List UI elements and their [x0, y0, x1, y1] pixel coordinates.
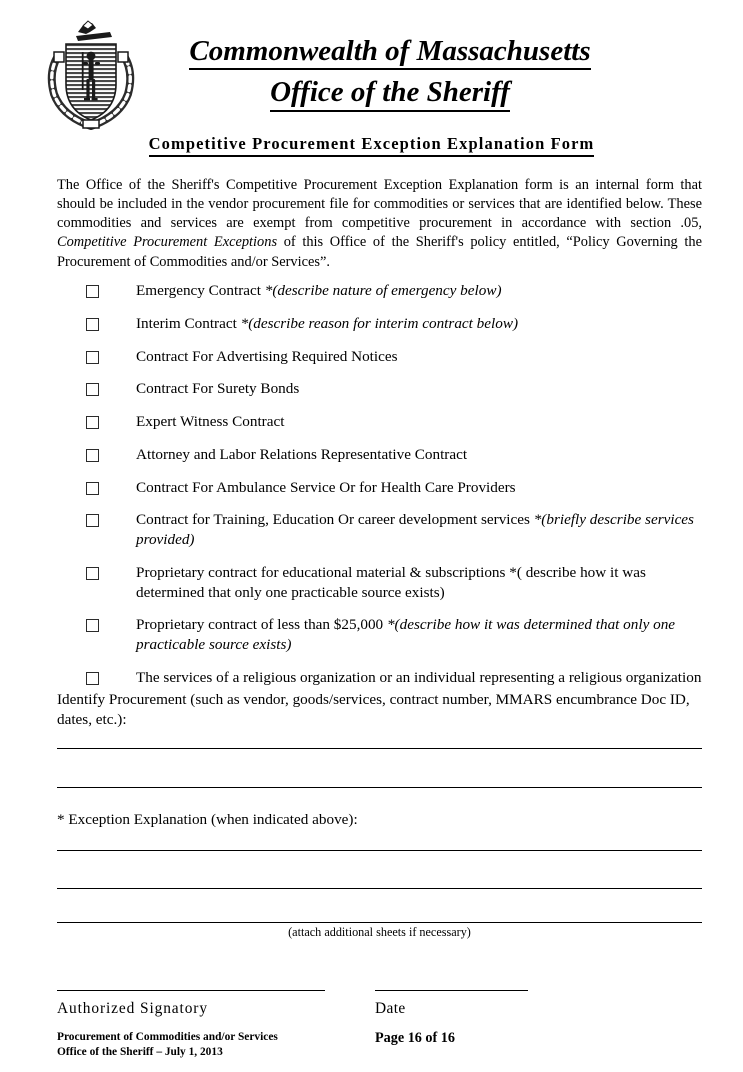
checkbox-interim-contract[interactable] — [86, 318, 99, 331]
checkbox-emergency-contract[interactable] — [86, 285, 99, 298]
footer-page-number: Page 16 of 16 — [375, 1030, 455, 1046]
checklist-item-note: *(describe reason for interim contract below) — [240, 314, 519, 332]
document-header — [0, 0, 743, 153]
checklist-item-label: Emergency Contract — [136, 282, 265, 299]
checklist-item-proprietary-under-25000[interactable] — [57, 615, 717, 655]
checklist-item-label: Proprietary contract of less than $25,000 — [136, 616, 387, 634]
footer-line-1: Procurement of Commodities and/or Services — [57, 1031, 278, 1043]
checklist-item-expert-witness-contract[interactable] — [57, 412, 717, 432]
exception-explanation-label: * Exception Explanation (when indicated above): — [57, 811, 358, 828]
checklist-item-advertising-required-notices[interactable] — [57, 347, 717, 367]
title-office-of-sheriff: Office of the Sheriff — [270, 77, 510, 111]
checklist-item-ambulance-health-care[interactable] — [57, 478, 717, 498]
exception-explanation-write-line-2[interactable] — [57, 888, 702, 889]
checklist-item-training-education[interactable] — [57, 510, 717, 550]
checklist-item-label: The services of a religious organization or an individual representing a religious organization — [136, 668, 702, 686]
checklist-item-religious-organization[interactable] — [57, 668, 717, 688]
checklist-item-surety-bonds[interactable] — [57, 379, 717, 399]
checklist-item-note: *( describe how it was determined that only one practicable source exists) — [136, 563, 646, 601]
checklist-item-label: Contract for Training, Education Or career development services — [136, 511, 534, 529]
checkbox-training-education[interactable] — [86, 514, 99, 527]
organization-titles — [150, 36, 630, 112]
footer-line-2: Office of the Sheriff – July 1, 2013 — [57, 1045, 223, 1058]
checkbox-expert-witness-contract[interactable] — [86, 416, 99, 429]
checklist-item-emergency-contract[interactable] — [57, 281, 717, 301]
checklist-item-label: Contract For Surety Bonds — [136, 380, 300, 398]
authorized-signatory-label: Authorized Signatory — [57, 1000, 208, 1017]
attach-additional-sheets-note: (attach additional sheets if necessary) — [288, 925, 471, 939]
checklist-item-note: *(describe how it was determined that only one practicable source exists) — [136, 616, 676, 653]
checklist-item-label: Contract For Ambulance Service Or for Health Care Providers — [136, 478, 516, 496]
form-title-text: Competitive Procurement Exception Explanation Form — [149, 134, 595, 157]
checkbox-ambulance-health-care[interactable] — [86, 482, 99, 495]
intro-paragraph — [57, 176, 702, 272]
checkbox-advertising-required-notices[interactable] — [86, 351, 99, 364]
checklist-item-label: Attorney and Labor Relations Representative Contract — [136, 445, 468, 463]
checkbox-proprietary-educational-material[interactable] — [86, 567, 99, 580]
intro-policy-section-name: Competitive Procurement Exceptions — [57, 234, 278, 251]
checklist-item-label: Interim Contract — [136, 314, 241, 332]
checklist-item-label: Contract For Advertising Required Notices — [136, 347, 398, 365]
exception-explanation-write-line-1[interactable] — [57, 850, 702, 851]
checklist-item-interim-contract[interactable] — [57, 314, 717, 334]
exception-explanation-write-line-3[interactable] — [57, 922, 702, 923]
date-line[interactable] — [375, 990, 528, 991]
checkbox-proprietary-under-25000[interactable] — [86, 619, 99, 632]
footer-document-source — [57, 1030, 278, 1060]
intro-text-part1: The Office of the Sheriff's Competitive Procurement Exception Explanation form is an internal form that should be included in the vendor procurement file for commodities or services that are identified below. These commodities and services are exempt from competitive procurement in accordance with section .05, — [57, 177, 702, 232]
checklist-item-attorney-labor-relations[interactable] — [57, 445, 717, 465]
checklist-item-proprietary-educational-material[interactable] — [57, 563, 717, 603]
intro-text-part2: of this Office of the Sheriff's policy entitled, “Policy Governing the Procurement of Commodities and/or Services”. — [57, 234, 702, 270]
massachusetts-state-seal-icon — [38, 12, 142, 130]
identify-procurement-label: Identify Procurement (such as vendor, goods/services, contract number, MMARS encumbrance Doc ID, dates, etc.): — [57, 691, 690, 729]
checklist-item-label: Expert Witness Contract — [136, 413, 285, 430]
checkbox-attorney-labor-relations[interactable] — [86, 449, 99, 462]
identify-procurement-write-line-2[interactable] — [57, 787, 702, 788]
checklist-item-label: Proprietary contract for educational material & subscriptions — [136, 563, 510, 581]
title-commonwealth: Commonwealth of Massachusetts — [189, 36, 590, 70]
exception-checklist — [57, 281, 717, 701]
date-label: Date — [375, 1000, 406, 1017]
identify-procurement-write-line-1[interactable] — [57, 748, 702, 749]
form-title — [0, 134, 743, 157]
checkbox-religious-organization[interactable] — [86, 672, 99, 685]
checklist-item-note: *(describe nature of emergency below) — [264, 282, 502, 299]
checkbox-surety-bonds[interactable] — [86, 383, 99, 396]
authorized-signatory-line[interactable] — [57, 990, 325, 991]
checklist-item-note: *(briefly describe services provided) — [136, 511, 694, 548]
